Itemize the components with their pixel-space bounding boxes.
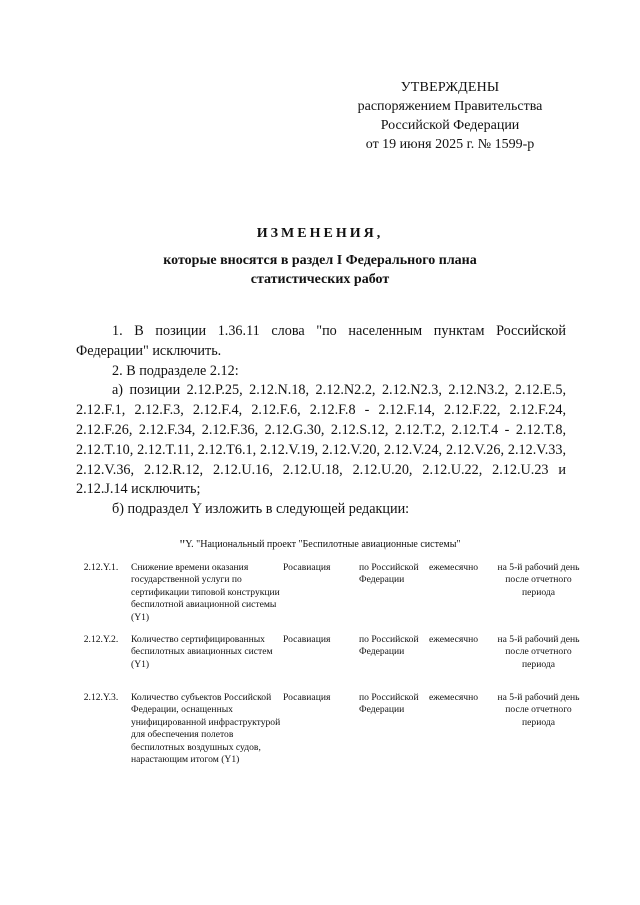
row-source: Росавиация: [283, 634, 331, 645]
row-code: 2.12.Y.3.: [83, 692, 119, 703]
row-frequency: ежемесячно: [429, 562, 479, 573]
approval-line-3: Российской Федерации: [380, 118, 520, 133]
row-scope: по Российской Федерации: [359, 692, 419, 716]
row-scope: по Российской Федерации: [359, 634, 419, 658]
row-source: Росавиация: [283, 562, 331, 573]
row-name: Количество субъектов Российской Федерации, оснащенных унифицированной инфраструктурой для обеспечения полетов беспилотных воздушных судов, нарастающим итогом (Y1): [131, 692, 281, 766]
document-body: [76, 322, 566, 520]
row-term: на 5-й рабочий день после отчетного периода: [497, 634, 580, 670]
approval-heading: УТВЕРЖДЕНЫ: [400, 80, 500, 95]
row-scope: по Российской Федерации: [359, 562, 419, 586]
row-frequency: ежемесячно: [429, 634, 479, 645]
row-code: 2.12.Y.2.: [83, 634, 119, 645]
approval-line-4: от 19 июня 2025 г. № 1599-р: [365, 137, 535, 152]
row-frequency: ежемесячно: [429, 692, 479, 703]
row-name: Снижение времени оказания государственной услуги по сертификации типовой конструкции беспилотной авиационной системы (Y1): [131, 562, 280, 623]
row-code: 2.12.Y.1.: [83, 562, 119, 573]
approval-line-2: распоряжением Правительства: [357, 99, 543, 114]
row-term: на 5-й рабочий день после отчетного периода: [497, 692, 580, 728]
document-title: ИЗМЕНЕНИЯ,: [256, 226, 384, 241]
row-name: Количество сертифицированных беспилотных авиационных систем (Y1): [131, 634, 273, 670]
document-subtitle: [0, 251, 640, 289]
subtitle-line-1: которые вносятся в раздел I Федерального плана: [163, 253, 477, 268]
paragraph-2: 2. В подразделе 2.12:: [112, 362, 239, 379]
approval-block: [340, 78, 560, 154]
row-source: Росавиация: [283, 692, 331, 703]
paragraph-4: б) подраздел Y изложить в следующей редакции:: [112, 501, 410, 518]
caption-text: Y. "Национальный проект "Беспилотные авиационные системы": [185, 539, 461, 550]
row-term: на 5-й рабочий день после отчетного периода: [497, 562, 580, 598]
caption-open-quote: ": [179, 538, 186, 553]
paragraph-1: 1. В позиции 1.36.11 слова "по населенным пунктам Российской Федерации" исключить.: [76, 323, 566, 359]
table-caption: [0, 538, 640, 554]
subtitle-line-2: статистических работ: [250, 272, 390, 287]
paragraph-3: а) позиции 2.12.P.25, 2.12.N.18, 2.12.N2.2, 2.12.N2.3, 2.12.N3.2, 2.12.E.5, 2.12.F.1, 2.12.F.3, 2.12.F.4, 2.12.F.6, 2.12.F.8 - 2.12.F.14, 2.12.F.22, 2.12.F.24, 2.12.F.26, 2.12.F.34, 2.12.F.36, 2.12.G.30, 2.12.S.12, 2.12.T.2, 2.12.T.4 - 2.12.T.8, 2.12.T.10, 2.12.T.11, 2.12.T6.1, 2.12.V.19, 2.12.V.20, 2.12.V.24, 2.12.V.26, 2.12.V.33, 2.12.V.36, 2.12.R.12, 2.12.U.16, 2.12.U.18, 2.12.U.20, 2.12.U.22, 2.12.U.23 и 2.12.J.14 исключить;: [76, 382, 566, 498]
